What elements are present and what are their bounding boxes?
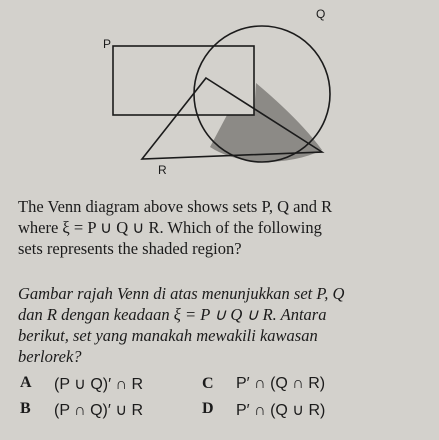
set-p-label: P [103, 37, 112, 51]
option-text: (P ∪ Q)′ ∩ R [54, 376, 144, 393]
option-letter: C [202, 375, 214, 392]
set-q-label: Q [316, 7, 326, 21]
question-line: where ξ = P ∪ Q ∪ R. Which of the following [18, 218, 322, 237]
options-row [20, 397, 420, 423]
option-text: P′ ∩ (Q ∩ R) [236, 375, 326, 392]
question-malay [18, 283, 418, 367]
question-line: Gambar rajah Venn di atas menunjukkan set P, Q [18, 284, 345, 303]
option-letter: D [202, 400, 214, 417]
shaded-region [210, 83, 322, 162]
question-line: berlorek? [18, 347, 82, 366]
set-p-rectangle [113, 46, 254, 115]
question-line: sets represents the shaded region? [18, 239, 242, 258]
question-english [18, 196, 418, 259]
option-letter: A [20, 374, 32, 391]
venn-diagram [0, 0, 439, 180]
answer-options [20, 371, 420, 423]
option-a[interactable] [20, 374, 202, 394]
question-line: dan R dengan keadaan ξ = P ∪ Q ∪ R. Antara [18, 305, 327, 324]
options-row [20, 371, 420, 397]
option-b[interactable] [20, 400, 202, 420]
option-text: (P ∩ Q)′ ∪ R [54, 402, 144, 419]
option-letter: B [20, 400, 31, 417]
option-d[interactable] [202, 400, 384, 420]
set-r-label: R [158, 163, 167, 177]
question-line: berikut, set yang manakah mewakili kawasan [18, 326, 318, 345]
option-text: P′ ∩ (Q ∪ R) [236, 402, 326, 419]
question-line: The Venn diagram above shows sets P, Q and R [18, 197, 333, 216]
option-c[interactable] [202, 375, 384, 393]
